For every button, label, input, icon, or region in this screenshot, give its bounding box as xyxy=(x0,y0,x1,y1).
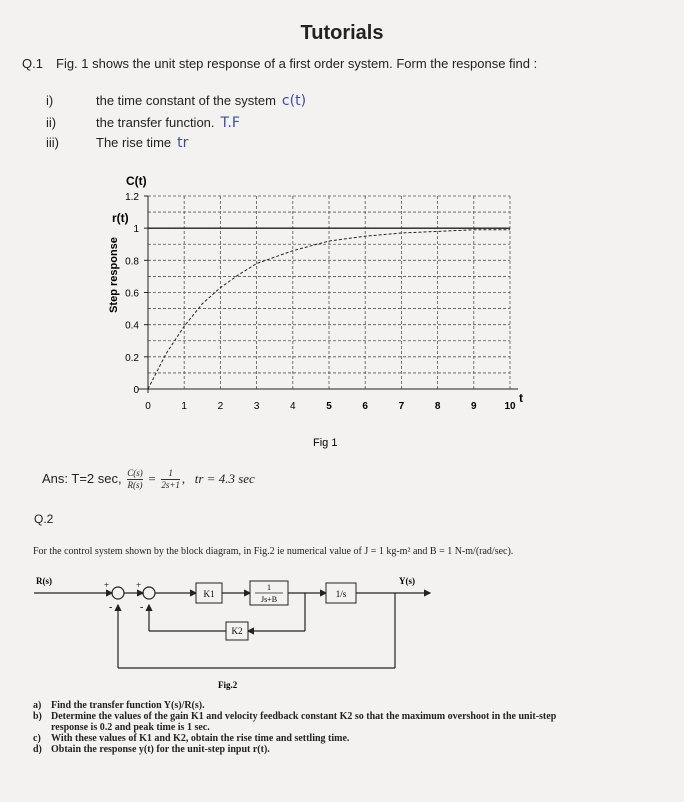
x-tick-label: 9 xyxy=(471,401,477,412)
y-tick-label: 0.2 xyxy=(125,352,139,364)
x-tick-label: 4 xyxy=(290,401,296,412)
part-text: Find the transfer function Y(s)/R(s). xyxy=(51,700,205,711)
plus-sign: + xyxy=(104,580,110,590)
separator: , xyxy=(181,470,186,486)
x-tick-label: 8 xyxy=(434,401,441,412)
part-label: d) xyxy=(33,744,42,755)
x-tick-label: 1 xyxy=(181,401,187,412)
answer-prefix: Ans: T=2 sec, xyxy=(42,470,122,486)
value-fraction xyxy=(161,468,180,491)
value-denominator: 2s+1 xyxy=(161,480,180,490)
part-text: Obtain the response y(t) for the unit-step input r(t). xyxy=(51,744,270,755)
y-tick-label: 0 xyxy=(133,385,139,396)
chart-axes xyxy=(138,196,518,393)
y-tick-label: 1.2 xyxy=(125,192,139,203)
k1-label: K1 xyxy=(203,589,215,599)
question-2-parts xyxy=(33,700,593,755)
list-item xyxy=(33,700,593,711)
part-label: b) xyxy=(33,711,42,722)
item-text: the transfer function. xyxy=(96,115,215,130)
question-1-items xyxy=(0,93,684,163)
handwritten-note: tr xyxy=(177,135,189,151)
list-item xyxy=(33,711,593,733)
plant-numerator: 1 xyxy=(267,583,271,592)
minus-sign: - xyxy=(140,602,144,613)
output-label: Y(s) xyxy=(399,576,415,586)
list-item xyxy=(33,744,593,755)
rt-label: r(t) xyxy=(112,211,129,225)
y-axis-label: Step response xyxy=(108,237,120,313)
rise-time-answer: tr = 4.3 sec xyxy=(194,470,255,486)
equals-sign: = xyxy=(148,470,156,486)
summing-junction-1 xyxy=(112,587,124,599)
chart-grid xyxy=(148,196,510,389)
handwritten-note: c(t) xyxy=(281,93,307,109)
minus-sign: - xyxy=(109,602,113,613)
x-tick-label: 3 xyxy=(253,401,260,412)
value-numerator: 1 xyxy=(161,468,180,480)
list-item xyxy=(33,733,593,744)
integrator-label: 1/s xyxy=(335,589,347,599)
handwritten-note: T.F xyxy=(220,115,240,131)
item-numeral: ii) xyxy=(46,115,57,130)
ct-label: C(t) xyxy=(126,174,147,188)
plant-denominator: Js+B xyxy=(260,595,278,604)
question-2-number: Q.2 xyxy=(34,512,54,526)
summing-junction-2 xyxy=(143,587,155,599)
x-tick-label: 0 xyxy=(145,401,151,412)
y-tick-label: 1 xyxy=(133,224,139,236)
x-tick-label: 5 xyxy=(326,401,332,412)
figure-1-caption: Fig 1 xyxy=(313,437,338,449)
tf-fraction xyxy=(127,468,143,491)
tf-denominator: R(s) xyxy=(127,480,143,490)
question-1 xyxy=(22,56,537,71)
answer-line xyxy=(42,468,255,491)
item-numeral: iii) xyxy=(46,135,59,150)
x-tick-label: 2 xyxy=(217,401,224,412)
input-label: R(s) xyxy=(36,576,52,586)
y-tick-label: 0.4 xyxy=(125,320,139,332)
item-text: The rise time xyxy=(96,135,172,150)
figure-2-caption: Fig.2 xyxy=(218,680,238,690)
plus-sign: + xyxy=(136,580,142,590)
x-tick-label: 6 xyxy=(362,401,368,412)
item-numeral: i) xyxy=(46,93,54,108)
figure-1-chart xyxy=(0,165,684,455)
x-tick-label: 7 xyxy=(398,401,405,412)
chart-ticks xyxy=(125,192,516,412)
y-tick-label: 0.6 xyxy=(125,288,139,300)
part-label: c) xyxy=(33,733,41,744)
part-text: Determine the values of the gain K1 and velocity feedback constant K2 so that the maximum overshoot in the unit-step response is 0.2 and peak time is 1 sec. xyxy=(51,711,557,733)
part-label: a) xyxy=(33,700,42,711)
k2-label: K2 xyxy=(231,626,243,636)
question-1-text: Fig. 1 shows the unit step response of a first order system. Form the response find : xyxy=(56,56,538,71)
tf-numerator: C(s) xyxy=(127,468,143,478)
question-1-number: Q.1 xyxy=(22,56,43,71)
x-tick-label: 10 xyxy=(504,401,516,412)
part-text: With these values of K1 and K2, obtain the rise time and settling time. xyxy=(51,733,350,744)
y-tick-label: 0.8 xyxy=(125,256,139,268)
page-title: Tutorials xyxy=(300,22,384,44)
x-axis-label: t xyxy=(519,391,523,405)
item-text: the time constant of the system xyxy=(96,93,276,108)
block-diagram xyxy=(0,570,684,695)
question-2-text: For the control system shown by the block diagram, in Fig.2 ie numerical value of J = 1 kg-m² and B = 1 N-m/(rad/sec). xyxy=(33,546,514,557)
